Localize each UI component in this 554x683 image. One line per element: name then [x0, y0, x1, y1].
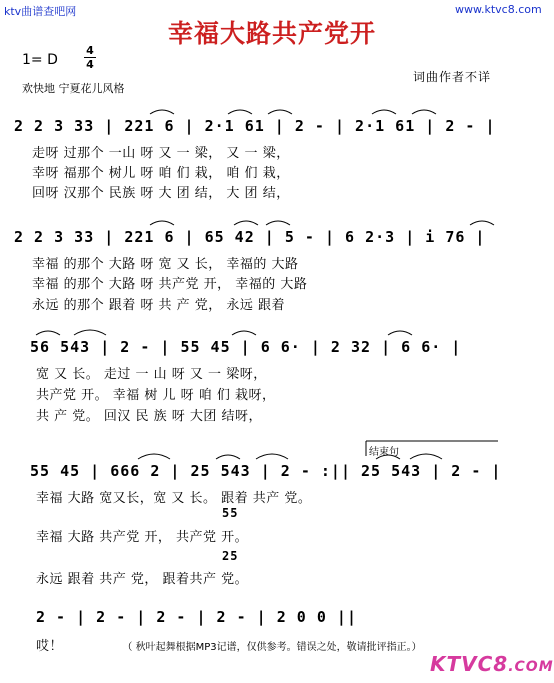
key-signature: 1= D: [22, 52, 58, 68]
lyric-row-1-verse-3: 回呀 汉那个 民族 呀 大 团 结， 大 团 结，: [32, 186, 290, 201]
lyric-row-1-verse-2: 幸呀 福那个 树儿 呀 咱 们 栽， 咱 们 栽，: [32, 166, 290, 181]
ending-label: 结束句: [369, 447, 399, 458]
slur: [412, 110, 436, 114]
composer-credit: 词曲作者不详: [413, 70, 492, 84]
slur: [216, 455, 240, 459]
lyric-row-3-verse-1: 宽 又 长。 走过 一 山 呀 又 一 梁呀，: [36, 367, 267, 382]
ktvc8-logo: [430, 652, 554, 676]
lyric-row-2-verse-3: 永远 的那个 跟着 呀 共 产 党， 永远 跟着: [32, 298, 286, 313]
lyric-row-3-verse-3: 共 产 党。 回汉 民 族 呀 大团 结呀，: [36, 409, 263, 424]
slur: [228, 110, 252, 114]
slur: [150, 110, 174, 114]
logo-suffix: .COM: [508, 659, 554, 675]
slur: [150, 221, 174, 225]
lyric-row-4-verse-1: 幸福 大路 宽又长，宽 又 长。 跟着 共产 党。: [36, 491, 312, 506]
notation-row-3: 56 543 | 2 - | 55 45 | 6 6· | 2 32 | 6 6· |: [30, 338, 462, 356]
meter-top: 4: [86, 44, 94, 57]
time-signature: [84, 45, 96, 70]
slur: [234, 221, 258, 225]
slur: [138, 454, 170, 459]
alt-notes-verse-2: 55: [222, 506, 239, 520]
lyric-row-3-verse-2: 共产党 开。 幸福 树 儿 呀 咱 们 栽呀，: [36, 388, 276, 403]
slur: [232, 331, 256, 335]
lyric-row-4-verse-3: 永远 跟着 共产 党， 跟着共产 党。: [36, 572, 249, 587]
footer-note: （ 秋叶起舞根据MP3记谱，仅供参考。错误之处，敬请批评指正。）: [122, 642, 422, 653]
slur: [256, 454, 288, 459]
meter-bottom: 4: [86, 58, 94, 71]
slur: [410, 454, 442, 459]
notation-row-5: 2 - | 2 - | 2 - | 2 - | 2 0 0 ||: [36, 608, 357, 626]
slur: [372, 110, 396, 114]
logo-main: KTVC8: [430, 652, 509, 676]
notation-row-2: 2 2 3 33 | 221 6 | 65 42 | 5 - | 6 2·3 | i 76 |: [14, 228, 486, 246]
song-title: 幸福大路共产党开: [167, 19, 376, 48]
lyric-row-2-verse-2: 幸福 的那个 大路 呀 共产党 开， 幸福的 大路: [32, 277, 308, 292]
tempo-style: 欢快地 宁夏花儿风格: [22, 82, 125, 95]
notation-row-1: 2 2 3 33 | 221 6 | 2·1 61 | 2 - | 2·1 61 | 2 - |: [14, 117, 496, 135]
site-name-left: ktv曲谱查吧网: [4, 5, 77, 18]
slur: [36, 331, 60, 335]
slur: [74, 330, 106, 335]
lyric-row-4-verse-2: 幸福 大路 共产党 开， 共产党 开。: [36, 530, 249, 545]
lyric-row-2-verse-1: 幸福 的那个 大路 呀 宽 又 长， 幸福的 大路: [32, 257, 299, 272]
alt-notes-verse-3: 25: [222, 549, 239, 563]
slur: [388, 331, 412, 335]
notation-row-4: 55 45 | 666 2 | 25 543 | 2 - :|| 25 543 | 2 - |: [30, 462, 502, 480]
lyric-row-5: 哎！: [36, 639, 64, 654]
slur: [470, 221, 494, 225]
site-url-right: www.ktvc8.com: [455, 3, 542, 16]
slur: [268, 110, 292, 114]
slur: [266, 221, 290, 225]
lyric-row-1-verse-1: 走呀 过那个 一山 呀 又 一 梁， 又 一 梁，: [32, 146, 290, 161]
